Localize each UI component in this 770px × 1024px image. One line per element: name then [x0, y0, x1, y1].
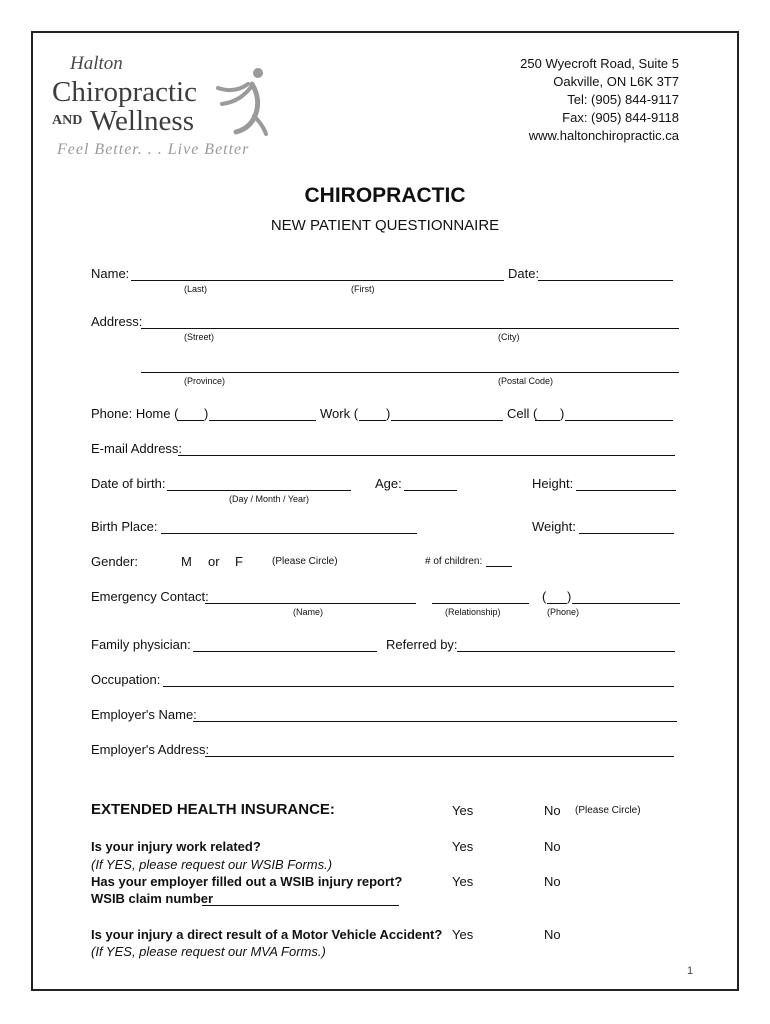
logo-and-text: AND	[52, 113, 83, 128]
referred-by-field[interactable]	[457, 651, 675, 652]
clinic-fax: Fax: (905) 844-9118	[562, 110, 679, 125]
form-subtitle: NEW PATIENT QUESTIONNAIRE	[270, 217, 500, 234]
home-paren-close: )	[204, 406, 209, 421]
gender-please-circle: (Please Circle)	[272, 556, 338, 567]
cell-label: Cell (	[507, 406, 538, 421]
wsib-claim-label: WSIB claim number	[91, 891, 214, 906]
date-field[interactable]	[538, 280, 673, 281]
street-hint: (Street)	[184, 332, 215, 342]
postal-hint: (Postal Code)	[498, 376, 554, 386]
logo-tagline: Feel Better. . . Live Better	[57, 141, 250, 158]
wsib-claim-field[interactable]	[202, 905, 399, 906]
logo-halton-text: Halton	[70, 53, 123, 74]
emergency-phone-hint: (Phone)	[547, 607, 580, 617]
occupation-field[interactable]	[163, 686, 674, 687]
mva-forms-note: (If YES, please request our MVA Forms.)	[91, 944, 326, 959]
home-phone-field[interactable]	[209, 420, 316, 421]
last-hint: (Last)	[184, 284, 208, 294]
birthplace-field[interactable]	[161, 533, 417, 534]
running-figure-icon	[214, 66, 270, 138]
emergency-relationship-field[interactable]	[432, 603, 529, 604]
form-title: CHIROPRACTIC	[304, 184, 466, 207]
name-label: Name:	[91, 266, 130, 281]
referred-by-label: Referred by:	[386, 637, 458, 652]
work-label: Work (	[320, 406, 359, 421]
mva-yes[interactable]: Yes	[452, 927, 474, 942]
logo-wellness-text: Wellness	[90, 105, 194, 137]
cell-area-code-field[interactable]	[535, 420, 560, 421]
age-field[interactable]	[404, 490, 457, 491]
clinic-tel: Tel: (905) 844-9117	[567, 92, 679, 107]
phone-home-label: Phone: Home (	[91, 406, 179, 421]
home-area-code-field[interactable]	[177, 420, 204, 421]
province-postal-field[interactable]	[141, 372, 679, 373]
clinic-website: www.haltonchiropractic.ca	[528, 128, 679, 143]
gender-option-f[interactable]: F	[235, 554, 243, 569]
gender-option-m[interactable]: M	[181, 554, 192, 569]
employer-address-field[interactable]	[205, 756, 674, 757]
weight-label: Weight:	[532, 519, 576, 534]
employer-name-label: Employer's Name:	[91, 707, 197, 722]
wsib-report-yes[interactable]: Yes	[452, 874, 474, 889]
emergency-name-hint: (Name)	[293, 607, 324, 617]
children-field[interactable]	[486, 566, 512, 567]
employer-name-field[interactable]	[193, 721, 677, 722]
height-label: Height:	[532, 476, 574, 491]
insurance-please-circle: (Please Circle)	[575, 805, 641, 816]
gender-label: Gender:	[91, 554, 138, 569]
work-related-no[interactable]: No	[544, 839, 561, 854]
mva-question: Is your injury a direct result of a Motor Vehicle Accident?	[91, 927, 443, 942]
dob-field[interactable]	[167, 490, 351, 491]
emergency-area-code-field[interactable]	[547, 603, 567, 604]
gender-or: or	[208, 554, 220, 569]
work-related-yes[interactable]: Yes	[452, 839, 474, 854]
family-physician-field[interactable]	[193, 651, 377, 652]
emergency-relationship-hint: (Relationship)	[445, 607, 501, 617]
dob-hint: (Day / Month / Year)	[229, 494, 310, 504]
clinic-street: 250 Wyecroft Road, Suite 5	[520, 56, 679, 71]
email-field[interactable]	[178, 455, 675, 456]
weight-field[interactable]	[579, 533, 674, 534]
work-related-question: Is your injury work related?	[91, 839, 261, 854]
work-area-code-field[interactable]	[359, 420, 386, 421]
address-label: Address:	[91, 314, 143, 329]
emergency-paren-close: )	[567, 589, 572, 604]
work-phone-field[interactable]	[391, 420, 503, 421]
insurance-yes[interactable]: Yes	[452, 803, 474, 818]
emergency-phone-field[interactable]	[572, 603, 680, 604]
emergency-contact-label: Emergency Contact:	[91, 589, 209, 604]
cell-paren-close: )	[560, 406, 565, 421]
cell-phone-field[interactable]	[565, 420, 673, 421]
city-hint: (City)	[498, 332, 520, 342]
dob-label: Date of birth:	[91, 476, 166, 491]
wsib-report-question: Has your employer filled out a WSIB injury report?	[91, 874, 403, 889]
work-paren-close: )	[386, 406, 391, 421]
family-physician-label: Family physician:	[91, 637, 191, 652]
emergency-paren-open: (	[542, 589, 547, 604]
birthplace-label: Birth Place:	[91, 519, 158, 534]
age-label: Age:	[375, 476, 402, 491]
province-hint: (Province)	[184, 376, 226, 386]
employer-address-label: Employer's Address:	[91, 742, 210, 757]
logo-chiropractic-text: Chiropractic	[52, 76, 197, 108]
insurance-heading: EXTENDED HEALTH INSURANCE:	[91, 801, 335, 818]
wsib-report-no[interactable]: No	[544, 874, 561, 889]
emergency-name-field[interactable]	[205, 603, 416, 604]
insurance-no[interactable]: No	[544, 803, 561, 818]
height-field[interactable]	[576, 490, 676, 491]
date-label: Date:	[508, 266, 540, 281]
mva-no[interactable]: No	[544, 927, 561, 942]
first-hint: (First)	[351, 284, 375, 294]
wsib-forms-note: (If YES, please request our WSIB Forms.)	[91, 857, 333, 872]
occupation-label: Occupation:	[91, 672, 161, 687]
children-label: # of children:	[425, 556, 483, 567]
page-number: 1	[687, 965, 694, 977]
street-city-field[interactable]	[141, 328, 679, 329]
name-field[interactable]	[131, 280, 504, 281]
email-label: E-mail Address:	[91, 441, 183, 456]
clinic-city: Oakville, ON L6K 3T7	[553, 74, 679, 89]
